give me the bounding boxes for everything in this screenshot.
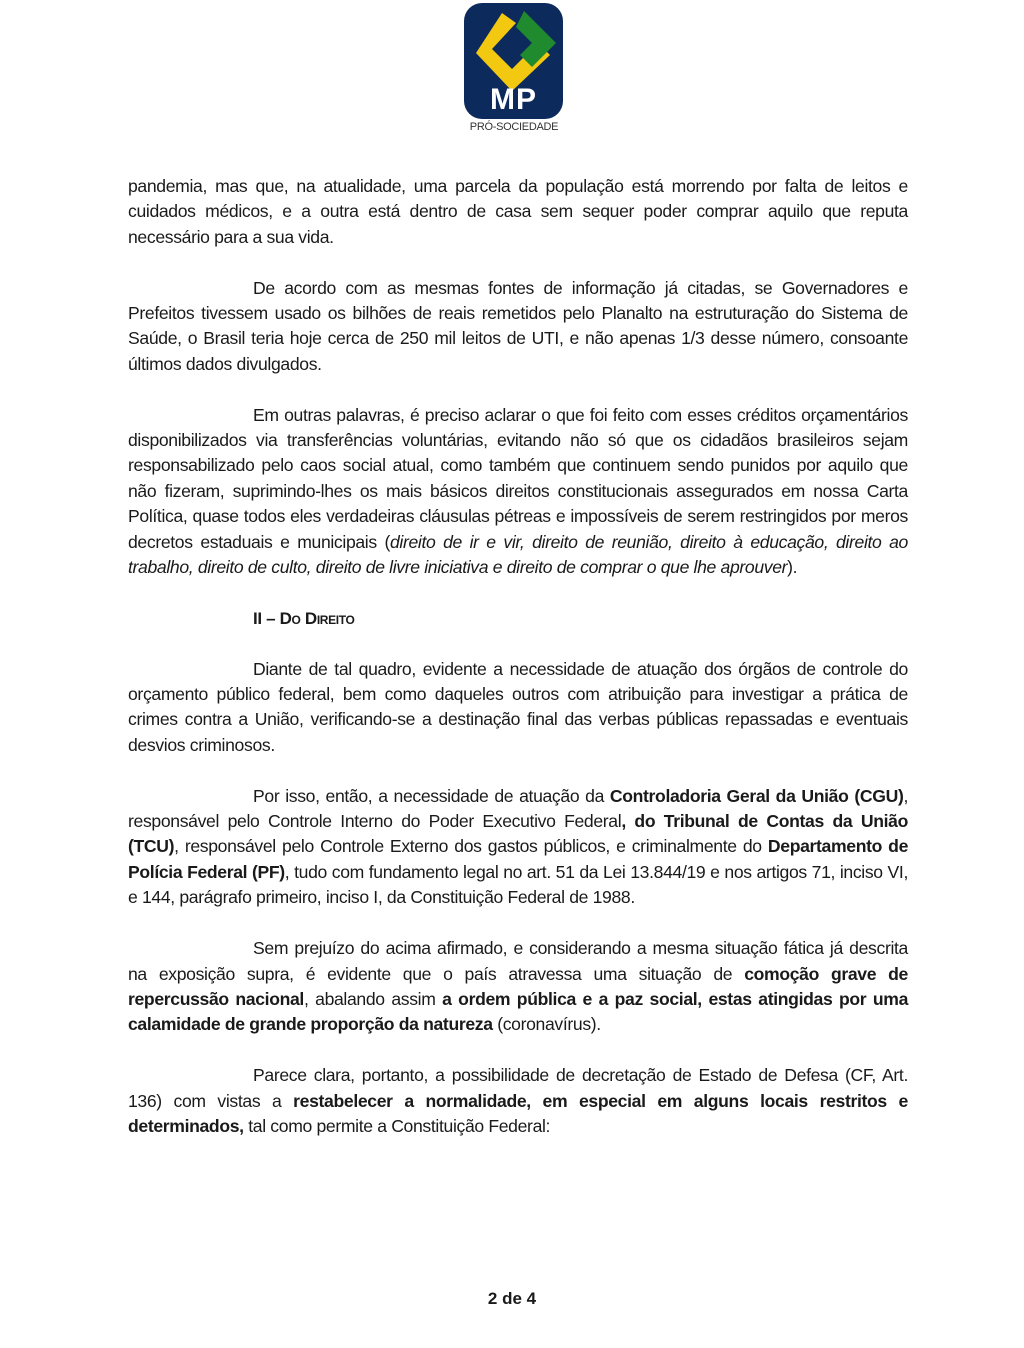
paragraph-5-text-2: , responsável pelo Controle Interno do Poder Executivo Federal	[128, 785, 909, 832]
paragraph-6	[128, 936, 908, 1038]
paragraph-5-text-3: , responsável pelo Controle Externo dos gastos públicos, e criminalmente do	[174, 836, 768, 857]
logo-badge	[464, 3, 563, 119]
paragraph-5-text-4: , tudo com fundamento legal no art. 51 da Lei 13.844/19 e nos artigos 71, inciso VI, e 144, parágrafo primeiro, inciso I, da Constituição Federal de 1988.	[128, 861, 908, 908]
paragraph-6-text-1: Sem prejuízo do acima afirmado, e considerando a mesma situação fática já descrita na exposição supra, é evidente que o país atravessa uma situação de	[128, 938, 908, 984]
section-heading	[253, 606, 908, 631]
logo-text: MP	[490, 83, 537, 116]
page-number: 2 de 4	[487, 1289, 537, 1308]
mp-pro-sociedade-logo	[464, 3, 564, 135]
paragraph-5-bold-1: Controladoria Geral da União (CGU)	[609, 785, 904, 806]
section-number: II –	[253, 608, 280, 628]
logo-emblem-icon	[464, 3, 563, 93]
paragraph-5-text-1: Por isso, então, a necessidade de atuação da	[253, 785, 610, 806]
section-title: Do Direito	[279, 608, 355, 628]
paragraph-5	[128, 784, 908, 911]
paragraph-7-bold-1: restabelecer a normalidade, em especial em alguns locais restritos e determinados,	[128, 1090, 908, 1136]
paragraph-5-bold-2: , do Tribunal de Contas da União (TCU)	[128, 811, 909, 857]
paragraph-3	[128, 403, 908, 581]
paragraph-2: De acordo com as mesmas fontes de informação já citadas, se Governadores e Prefeitos tivessem usado os bilhões de reais remetidos pelo Planalto na estruturação do Sistema de Saúde, o Brasil teria hoje cerca de 250 mil leitos de UTI, e não apenas 1/3 desse número, consoante últimos dados divulgados.	[128, 277, 908, 374]
paragraph-3-italic: direito de ir e vir, direito de reunião, direito à educação, direito ao trabalho, direito de culto, direito de livre iniciativa e direito de comprar o que lhe aprouver	[128, 531, 908, 578]
paragraph-6-text-2: , abalando assim	[303, 988, 443, 1009]
paragraph-3-end: ).	[787, 557, 798, 578]
paragraph-7-text-1: Parece clara, portanto, a possibilidade de decretação de Estado de Defesa (CF, Art. 136) com vistas a	[128, 1065, 908, 1111]
paragraph-7-text-2: tal como permite a Constituição Federal:	[243, 1115, 551, 1136]
paragraph-6-bold-2: a ordem pública e a paz social, estas atingidas por uma calamidade de grande proporção da natureza	[128, 988, 909, 1035]
paragraph-7	[128, 1063, 908, 1139]
logo-subtitle: PRÓ-SOCIEDADE	[469, 121, 559, 133]
paragraph-1: pandemia, mas que, na atualidade, uma parcela da população está morrendo por falta de leitos e cuidados médicos, e a outra está dentro de casa sem sequer poder comprar aquilo que reputa necessário para a sua vida.	[128, 176, 908, 247]
paragraph-4: Diante de tal quadro, evidente a necessidade de atuação dos órgãos de controle do orçamento público federal, bem como daqueles outros com atribuição para investigar a prática de crimes contra a União, verificando-se a destinação final das verbas públicas repassadas e eventuais desvios criminosos.	[128, 658, 908, 755]
paragraph-3-text: Em outras palavras, é preciso aclarar o que foi feito com esses créditos orçamentários disponibilizados via transferências voluntárias, evitando não só que os cidadãos brasileiros sejam responsabilizado pelo caos social atual, como também que continuem sendo punidos por aquilo que não fizeram, suprimindo-lhes os mais básicos direitos constitucionais assegurados em nossa Carta Política, quase todos eles verdadeiras cláusulas pétreas e impossíveis de serem restringidos por meros decretos estaduais e municipais (	[128, 404, 908, 552]
paragraph-6-bold-1: comoção grave de repercussão nacional	[128, 963, 908, 1009]
document-body	[128, 174, 908, 1165]
paragraph-5-bold-3: Departamento de Polícia Federal (PF)	[128, 836, 909, 882]
paragraph-6-text-3: (coronavírus).	[492, 1014, 601, 1035]
